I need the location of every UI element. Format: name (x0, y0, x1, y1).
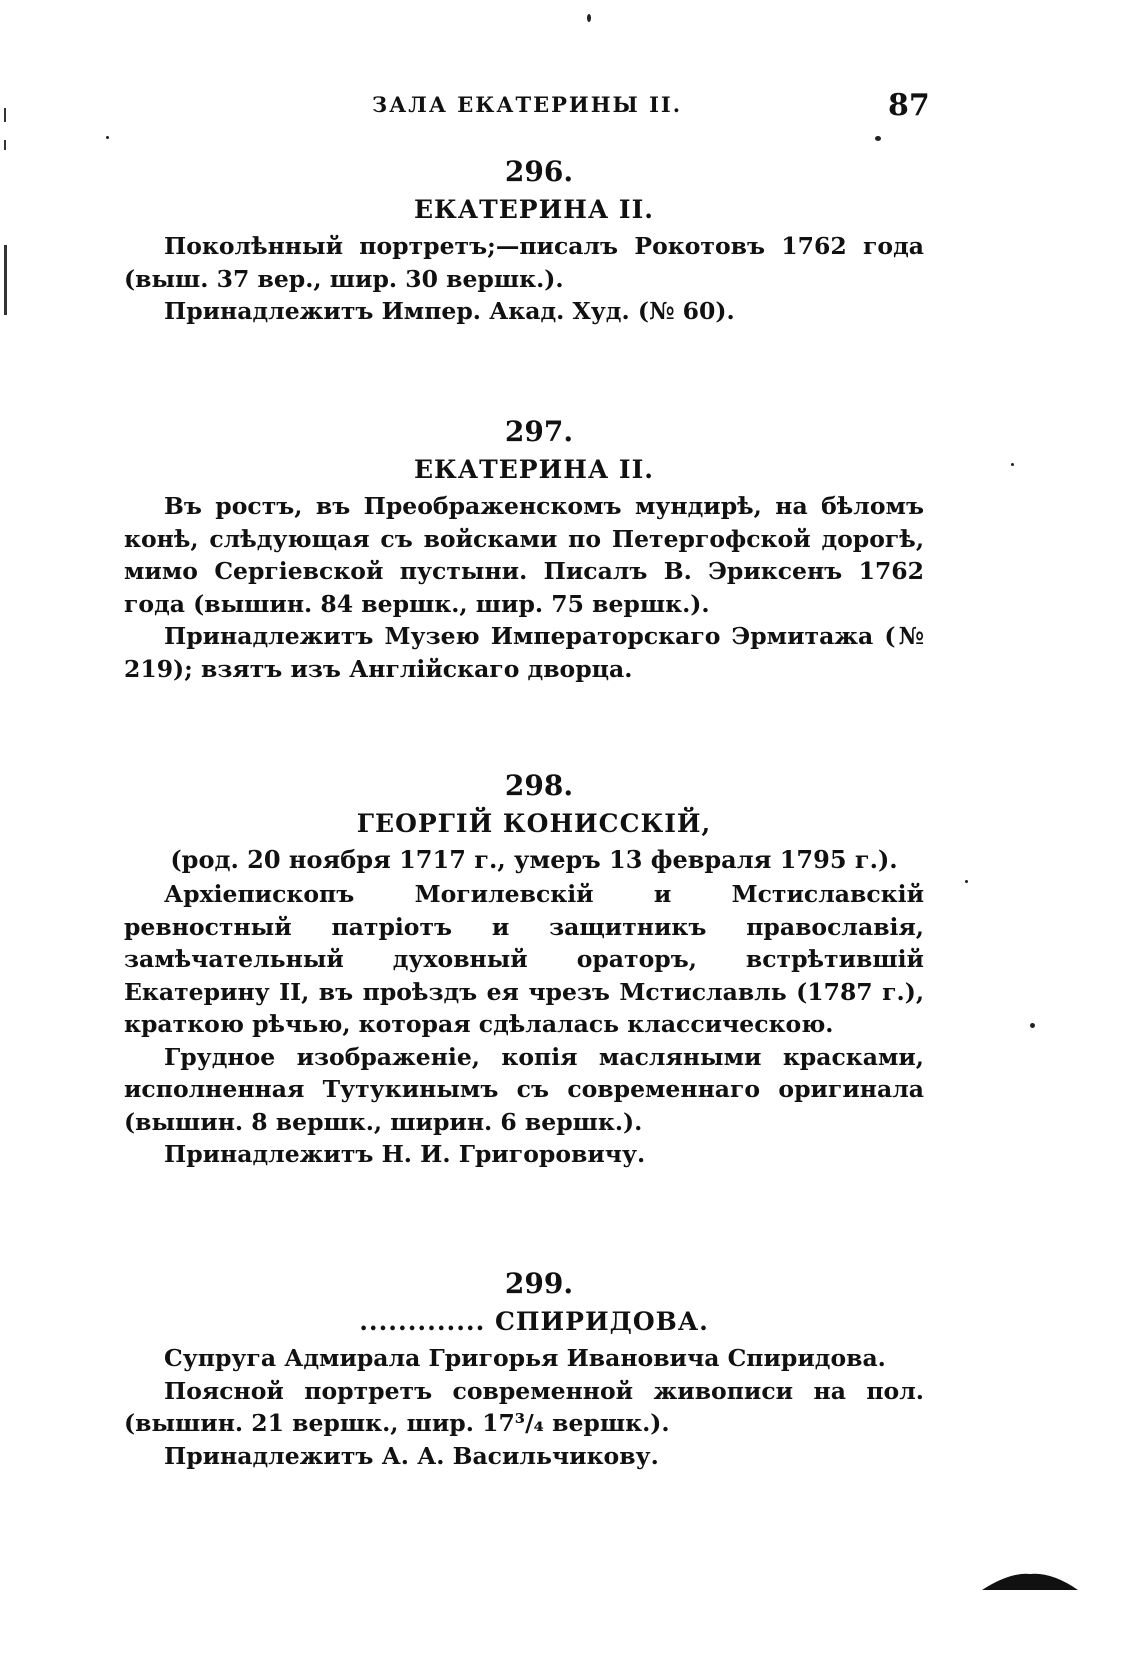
scan-edge-mark (4, 245, 7, 315)
entry-number: 297. (504, 415, 574, 448)
entry-number: 299. (504, 1267, 574, 1300)
entry-paragraph: Принадлежитъ Импер. Акад. Худ. (№ 60). (164, 297, 735, 325)
entry-dates: (род. 20 ноября 1717 г., умеръ 13 февраля 1795 г.). (170, 845, 898, 874)
entry-number: 296. (504, 155, 574, 188)
entry-title: ЕКАТЕРИНА II. (413, 195, 654, 224)
scan-edge-mark (4, 140, 6, 150)
scan-speck (587, 14, 591, 22)
entry-title: ГЕОРГІЙ КОНИССКІЙ, (356, 809, 712, 838)
running-head: ЗАЛА ЕКАТЕРИНЫ II. (372, 92, 683, 117)
scan-speck (1011, 463, 1014, 466)
catalog-entry-296 (124, 152, 924, 328)
scan-speck (1030, 1023, 1035, 1028)
page-number: 87 (888, 88, 930, 123)
entry-paragraph: Въ ростъ, въ Преображенскомъ мундирѣ, на бѣломъ конѣ, слѣдующая съ войсками по Петергофской дорогѣ, мимо Сергіевской пустыни. Писалъ В. Эриксенъ 1762 года (вышин. 84 вершк., шир. 75 вершк.). (124, 492, 924, 618)
entry-paragraph: Грудное изображеніе, копія масляными красками, исполненная Тутукинымъ съ современнаго оригинала (вышин. 8 вершк., ширин. 6 вершк.). (124, 1042, 924, 1136)
scan-speck (965, 880, 968, 883)
entry-paragraph: Супруга Адмирала Григорья Ивановича Спиридова. (164, 1344, 886, 1372)
catalog-entry-297 (124, 412, 924, 685)
entry-paragraph: Принадлежитъ Музею Императорскаго Эрмитажа (№ 219); взятъ изъ Англійскаго дворца. (124, 622, 924, 683)
entry-title: ............. СПИРИДОВА. (359, 1307, 709, 1336)
catalog-entry-298 (124, 766, 924, 1171)
entry-title: ЕКАТЕРИНА II. (413, 455, 654, 484)
scan-speck (106, 136, 109, 139)
catalog-entry-299 (124, 1264, 924, 1472)
entry-paragraph: Принадлежитъ А. А. Васильчикову. (164, 1441, 659, 1470)
entry-paragraph: Поясной портретъ современной живописи на пол. (вышин. 21 вершк., шир. 17³/₄ вершк.). (124, 1376, 924, 1437)
entry-paragraph: Архіепископъ Могилевскій и Мстиславскій ревностный патріотъ и защитникъ православія, замѣчательный духовный ораторъ, встрѣтившій Екатерину II, въ проѣздъ ея чрезъ Мстиславль (1787 г.), краткою рѣчью, которая сдѣлалась классическою. (124, 880, 924, 1038)
page-ornament-icon (980, 1570, 1080, 1592)
scan-edge-mark (4, 108, 6, 122)
entry-number: 298. (504, 769, 574, 802)
entry-paragraph: Поколѣнный портретъ;—писалъ Рокотовъ 1762 года (выш. 37 вер., шир. 30 вершк.). (124, 232, 924, 293)
scan-speck (875, 136, 881, 141)
entry-paragraph: Принадлежитъ Н. И. Григоровичу. (164, 1140, 646, 1168)
